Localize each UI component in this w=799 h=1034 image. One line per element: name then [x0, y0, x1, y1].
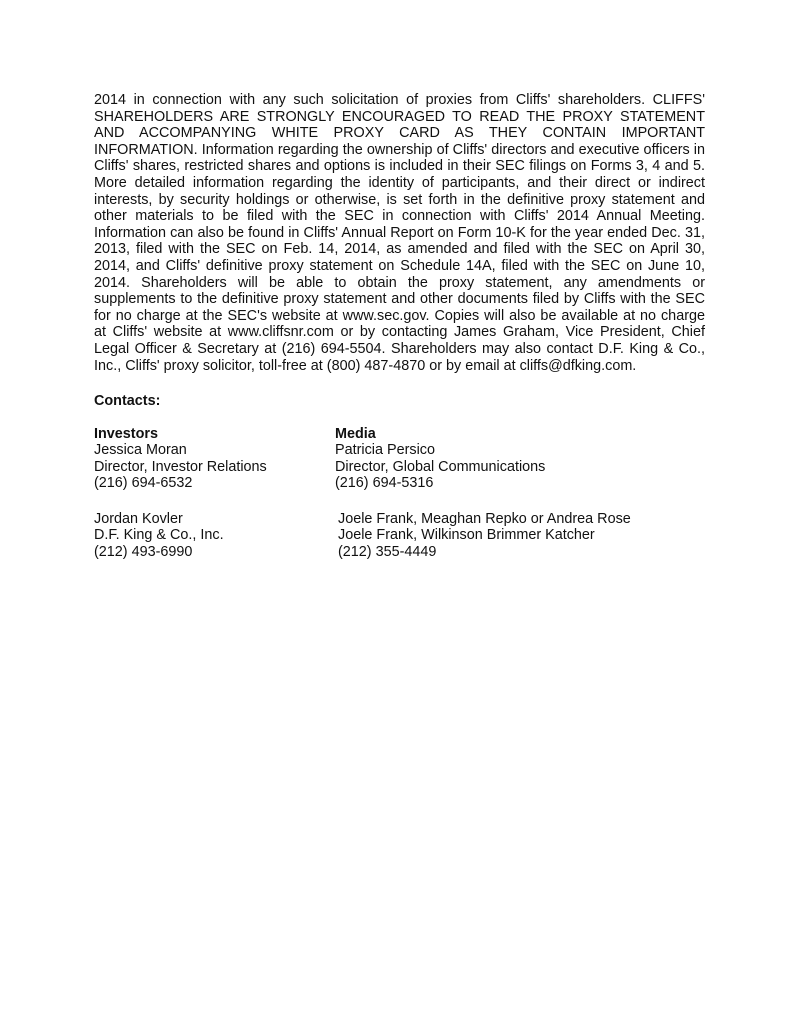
investor-secondary-name: Jordan Kovler — [94, 510, 183, 527]
media-secondary-title: Joele Frank, Wilkinson Brimmer Katcher — [338, 527, 595, 544]
contacts-heading: Contacts: — [94, 393, 161, 410]
contacts-block-secondary — [94, 511, 705, 563]
investor-secondary-phone: (212) 493-6990 — [94, 543, 193, 560]
investor-contact-name: Jessica Moran — [94, 442, 187, 459]
media-contact-phone: (216) 694-5316 — [335, 475, 434, 492]
media-secondary-name: Joele Frank, Meaghan Repko or Andrea Rose — [338, 510, 631, 527]
investors-secondary-column — [94, 511, 224, 561]
contacts-block-primary — [94, 426, 705, 494]
investors-heading: Investors — [94, 425, 158, 442]
media-secondary-phone: (212) 355-4449 — [338, 543, 437, 560]
investor-contact-title: Director, Investor Relations — [94, 458, 267, 475]
investors-column — [94, 426, 267, 492]
media-contact-name: Patricia Persico — [335, 442, 435, 459]
media-heading: Media — [335, 425, 376, 442]
media-secondary-column — [338, 511, 631, 561]
investor-secondary-title: D.F. King & Co., Inc. — [94, 527, 224, 544]
body-paragraph: 2014 in connection with any such solicitation of proxies from Cliffs' shareholders. CLIFFS' SHAREHOLDERS ARE STRONGLY ENCOURAGED TO READ THE PROXY STATEMENT AND ACCOMPANYING WHITE PROXY CARD AS THEY CONTAIN IMPORTANT INFORMATION. Information regarding the ownership of Cliffs' directors and executive officers in Cliffs' shares, restricted shares and options is included in their SEC filings on Forms 3, 4 and 5. More detailed information regarding the identity of participants, and their direct or indirect interests, by security holdings or otherwise, is set forth in the definitive proxy statement and other materials to be filed with the SEC in connection with Cliffs' 2014 Annual Meeting. Information can also be found in Cliffs' Annual Report on Form 10-K for the year ended Dec. 31, 2013, filed with the SEC on Feb. 14, 2014, as amended and filed with the SEC on April 30, 2014, and Cliffs' definitive proxy statement on Schedule 14A, filed with the SEC on June 10, 2014. Shareholders will be able to obtain the proxy statement, any amendments or supplements to the definitive proxy statement and other documents filed by Cliffs with the SEC for no charge at the SEC's website at www.sec.gov. Copies will also be available at no charge at Cliffs' website at www.cliffsnr.com or by contacting James Graham, Vice President, Chief Legal Officer & Secretary at (216) 694-5504. Shareholders may also contact D.F. King & Co., Inc., Cliffs' proxy solicitor, toll-free at (800) 487-4870 or by email at cliffs@dfking.com. — [94, 92, 705, 374]
media-column — [335, 426, 545, 492]
investor-contact-phone: (216) 694-6532 — [94, 475, 193, 492]
document-page — [94, 92, 705, 563]
media-contact-title: Director, Global Communications — [335, 458, 546, 475]
